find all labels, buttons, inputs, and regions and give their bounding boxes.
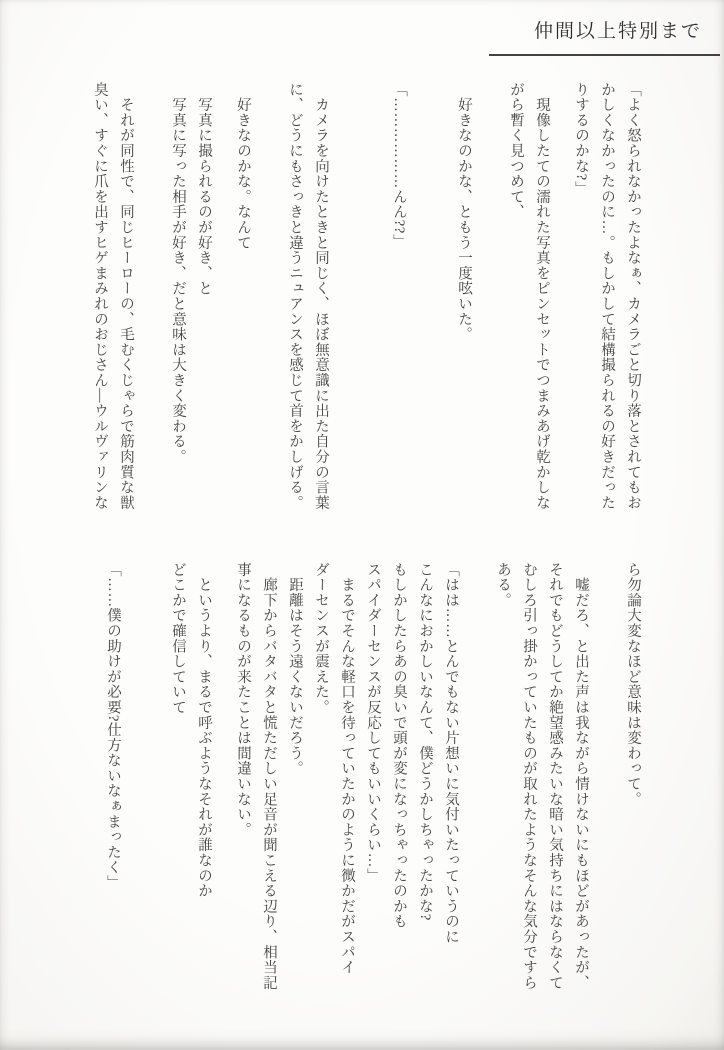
text-line: がら暫く見つめて、 [508, 82, 524, 220]
text-line: 好きなのかな。なんて [235, 82, 251, 251]
text-line: ら勿論大変なほど意味は変わって。 [625, 562, 641, 807]
text-line: むしろ引っ掛かっていたものが取れたようなそんな気分ですら [521, 562, 537, 991]
text-line: 距離はそう遠くないだろう。 [287, 562, 303, 777]
text-line: 臭い、すぐに爪を出すヒゲまみれのおじさん―ウルヴァリンな [92, 82, 108, 511]
text-line: 「よく怒られなかったよなぁ、カメラごと切り落とされてもお [625, 82, 641, 511]
text-line: 「……僕の助けが必要?仕方ないなぁまったく」 [105, 562, 121, 891]
text-line: どこかで確信していて [170, 562, 186, 715]
text-line: 「………………んん??」 [391, 82, 407, 250]
text-line: 事になるものが来たことは間違いない。 [235, 562, 251, 838]
text-line: 写真に撮られるのが好き、と [196, 82, 212, 297]
text-line: 嘘だろ、と出た声は我ながら情けないにもほどがあったが、 [573, 562, 589, 991]
upper-text-block [87, 82, 646, 528]
text-line: 「はは……とんでもない片想いに気付いたっていうのに [443, 562, 459, 945]
text-line: 廊下からバタバタと慌ただしい足音が聞こえる辺り、相当記 [261, 562, 277, 991]
text-line: もしかしたらあの臭いで頭が変になっちゃったのかも [391, 562, 407, 930]
text-line: それでもどうしてか絶望感みたいな暗い気持ちにはならなくて [547, 562, 563, 991]
page-header-title: 仲間以上特別まで [533, 21, 702, 42]
text-line: 現像したての濡れた写真をピンセットでつまみあげ乾かしな [534, 82, 550, 511]
lower-text-block [100, 562, 646, 1008]
text-line: に、どうにもさっきと違うニュアンスを感じて首をかしげる。 [287, 82, 303, 511]
text-line: かしくなかったのに…。もしかして結構撮られるの好きだった [599, 82, 615, 511]
text-line: りするのかな?」 [573, 82, 589, 197]
text-line: ダーセンスが震えた。 [313, 562, 329, 715]
text-line: 好きなのかな、ともう一度呟いた。 [456, 82, 472, 343]
text-line: それが同性で、同じヒーローの、毛むくじゃらで筋肉質な獣 [118, 82, 134, 511]
text-line: 写真に写った相手が好き、だと意味は大きく変わる。 [170, 82, 186, 465]
text-line: というより、まるで呼ぶようなそれが誰なのか [196, 562, 212, 899]
header-underline [489, 54, 720, 56]
text-line: カメラを向けたときと同じく、ほぼ無意識に出た自分の言葉 [313, 82, 329, 511]
text-line: まるでそんな軽口を待っていたかのように微かだがスパイ [339, 562, 355, 976]
text-line: ある。 [495, 562, 511, 608]
text-line: スパイダーセンスが反応してもいいくらい…」 [365, 562, 381, 884]
text-line: こんなにおかしいなんて、僕どうかしちゃったかな? [417, 562, 433, 922]
